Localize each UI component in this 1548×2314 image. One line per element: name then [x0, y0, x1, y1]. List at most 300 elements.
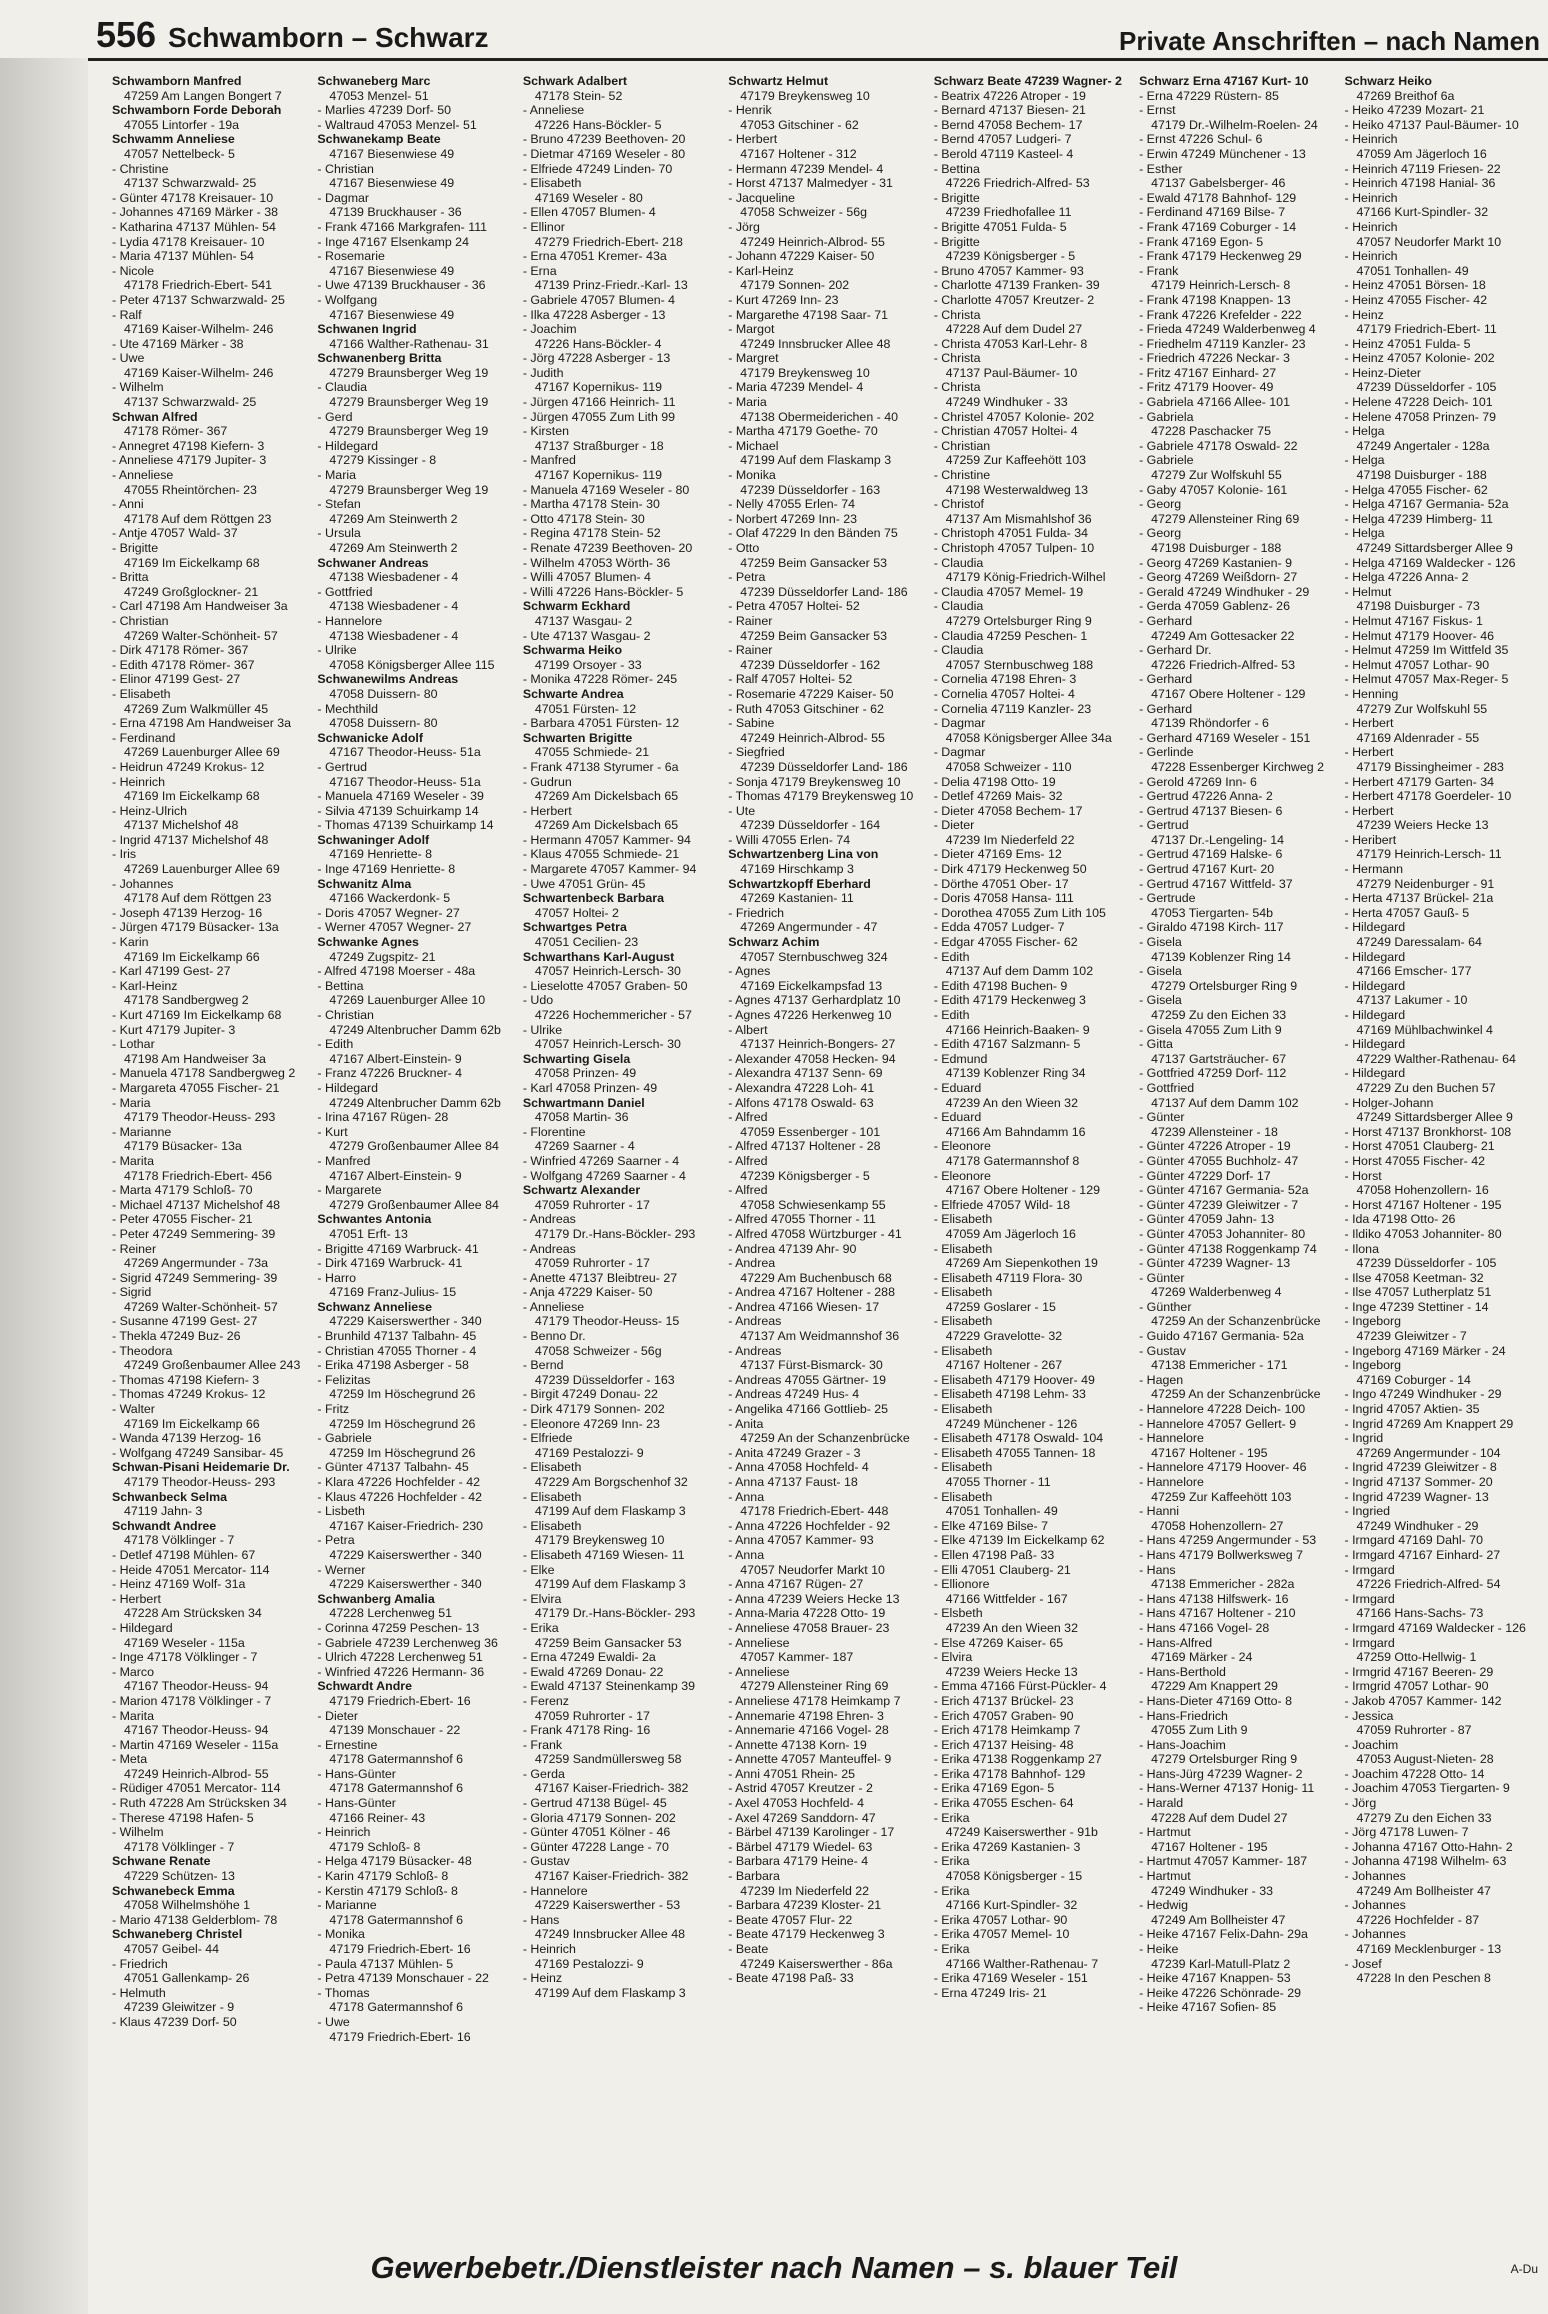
- directory-entry: - Wolfgang 47269 Saarner - 4: [522, 1168, 686, 1183]
- directory-entry: 47058 Hohenzollern- 27: [1151, 1518, 1284, 1533]
- directory-entry: - Heribert: [1344, 832, 1397, 847]
- directory-entry: - Dorothea 47055 Zum Lith 105: [933, 905, 1106, 920]
- directory-entry: - Alfred 47055 Thorner - 11: [728, 1212, 876, 1227]
- directory-entry: 47179 Theodor-Heuss- 15: [534, 1314, 680, 1329]
- directory-entry: - Reiner: [112, 1241, 157, 1256]
- directory-entry: 47169 Im Eickelkamp 68: [124, 789, 260, 804]
- directory-entry: - Henning: [1344, 686, 1399, 701]
- directory-entry: - Margret: [728, 351, 779, 366]
- directory-entry: - Hildegard: [1344, 1037, 1406, 1052]
- directory-entry: 47057 Sternbuschweg 188: [945, 657, 1094, 672]
- directory-entry: 47058 Wilhelmshöhe 1: [124, 1898, 251, 1913]
- surname-entry: Schwarm Eckhard: [522, 599, 631, 614]
- directory-entry: - Heinrich: [112, 774, 166, 789]
- directory-entry: - Benno Dr.: [522, 1329, 586, 1344]
- directory-entry: - Dieter: [933, 818, 975, 833]
- directory-entry: - Giraldo 47198 Kirch- 117: [1139, 920, 1284, 935]
- directory-entry: - Bernd: [522, 1358, 564, 1373]
- directory-entry: 47166 Heinrich-Baaken- 9: [945, 1022, 1090, 1037]
- directory-entry: - Marco: [112, 1664, 154, 1679]
- directory-entry: 47279 Braunsberger Weg 19: [329, 424, 489, 439]
- directory-entry: - Herbert: [1344, 716, 1394, 731]
- directory-entry: - Kurt: [317, 1124, 348, 1139]
- directory-entry: - Gerhard: [1139, 613, 1193, 628]
- directory-entry: - Helmut 47259 Im Wittfeld 35: [1344, 643, 1509, 658]
- directory-entry: - Hans-Alfred: [1139, 1635, 1213, 1650]
- directory-entry: - Margareta 47055 Fischer- 21: [112, 1080, 280, 1095]
- directory-entry: - Anja 47229 Kaiser- 50: [522, 1285, 653, 1300]
- surname-entry: Schwarten Brigitte: [522, 730, 633, 745]
- directory-entry: 47137 Schwarzwald- 25: [124, 176, 257, 191]
- directory-entry: - Dagmar: [933, 716, 986, 731]
- directory-entry: 47169 Eickelkampsfad 13: [740, 978, 883, 993]
- directory-entry: - Rüdiger 47051 Mercator- 114: [112, 1781, 281, 1796]
- directory-entry: - Thekla 47249 Buz- 26: [112, 1329, 241, 1344]
- directory-entry: 47229 Kaiserswerther - 340: [329, 1547, 482, 1562]
- directory-entry: - Gertrud: [317, 759, 367, 774]
- directory-entry: 47058 Duissern- 80: [329, 686, 438, 701]
- directory-entry: - Frank 47226 Krefelder - 222: [1139, 307, 1302, 322]
- directory-entry: - Gerd: [317, 409, 353, 424]
- directory-entry: - Brigitte 47169 Warbruck- 41: [317, 1241, 479, 1256]
- directory-entry: 47229 Schützen- 13: [124, 1869, 235, 1884]
- directory-entry: - Gerhard 47169 Weseler - 151: [1139, 730, 1311, 745]
- directory-entry: 47269 Am Dickelsbach 65: [534, 789, 679, 804]
- directory-entry: - Paula 47137 Mühlen- 5: [317, 1956, 454, 1971]
- directory-entry: 47169 Im Eickelkamp 66: [124, 949, 260, 964]
- directory-entry: - Ernst: [1139, 103, 1176, 118]
- directory-entry: 47229 Kaiserswerther - 340: [329, 1577, 482, 1592]
- directory-entry: - Gabriele: [1139, 453, 1194, 468]
- directory-entry: - Hildegard: [1344, 949, 1406, 964]
- directory-entry: - Hanni: [1139, 1504, 1180, 1519]
- directory-entry: 47178 Gatermannshof 8: [945, 1153, 1080, 1168]
- directory-entry: 47279 Neidenburger - 91: [1356, 876, 1495, 891]
- directory-entry: - Claudia: [933, 555, 984, 570]
- directory-entry: - Horst 47137 Bronkhorst- 108: [1344, 1124, 1512, 1139]
- directory-entry: - Ingrid 47057 Aktien- 35: [1344, 1402, 1480, 1417]
- directory-entry: 47269 Breithof 6a: [1356, 88, 1455, 103]
- directory-entry: - Lisbeth: [317, 1504, 365, 1519]
- directory-entry: 47259 An der Schanzenbrücke: [740, 1431, 910, 1446]
- directory-entry: 47279 Zur Wolfskuhl 55: [1151, 468, 1282, 483]
- directory-entry: - Hannelore: [522, 1883, 588, 1898]
- directory-entry: - Marianne: [112, 1124, 172, 1139]
- directory-entry: - Else 47269 Kaiser- 65: [933, 1635, 1064, 1650]
- directory-entry: - Günter 47239 Gleiwitzer - 7: [1139, 1197, 1299, 1212]
- directory-entry: - Silvia 47139 Schuirkamp 14: [317, 803, 479, 818]
- directory-entry: - Heinz 47051 Fulda- 5: [1344, 336, 1471, 351]
- name-range: Schwamborn – Schwarz: [168, 22, 489, 53]
- directory-entry: - Eleonore: [933, 1139, 991, 1154]
- directory-entry: - Ellionore: [933, 1577, 990, 1592]
- directory-entry: - Ruth 47053 Gitschiner - 62: [728, 701, 884, 716]
- directory-entry: - Therese 47198 Hafen- 5: [112, 1810, 254, 1825]
- directory-entry: - Ilse 47057 Lutherplatz 51: [1344, 1285, 1492, 1300]
- directory-entry: - Andreas: [728, 1343, 782, 1358]
- directory-entry: 47137 Lakumer - 10: [1356, 993, 1468, 1008]
- directory-entry: 47137 Auf dem Damm 102: [945, 964, 1094, 979]
- directory-entry: - Kerstin 47179 Schloß- 8: [317, 1883, 458, 1898]
- directory-entry: - Anneliese: [522, 103, 585, 118]
- directory-entry: - Ildiko 47053 Johanniter- 80: [1344, 1226, 1502, 1241]
- directory-entry: - Frank: [1139, 263, 1179, 278]
- directory-entry: 47179 Breykensweg 10: [740, 365, 870, 380]
- directory-entry: - Christel 47057 Kolonie- 202: [933, 409, 1095, 424]
- directory-entry: - Wolfgang: [317, 292, 378, 307]
- directory-entry: 47058 Schweizer - 56g: [534, 1343, 662, 1358]
- directory-entry: - Gabriela 47166 Allee- 101: [1139, 395, 1290, 410]
- directory-entry: 47226 Hochfelder - 87: [1356, 1912, 1480, 1927]
- directory-entry: - Gertrud 47137 Biesen- 6: [1139, 803, 1283, 818]
- directory-entry: - Bernd 47058 Bechem- 17: [933, 117, 1083, 132]
- directory-entry: - Cornelia 47119 Kanzler- 23: [933, 701, 1092, 716]
- directory-entry: 47166 Emscher- 177: [1356, 964, 1472, 979]
- directory-entry: 47239 Königsberger - 5: [945, 249, 1076, 264]
- directory-entry: - Annette 47138 Korn- 19: [728, 1737, 867, 1752]
- surname-entry: Schwartges Petra: [522, 920, 627, 935]
- directory-entry: - Heide 47051 Mercator- 114: [112, 1562, 270, 1577]
- surname-entry: Schwartzkopff Eberhard: [728, 876, 871, 891]
- directory-entry: 47239 An den Wieen 32: [945, 1095, 1078, 1110]
- directory-entry: - Berold 47119 Kasteel- 4: [933, 146, 1074, 161]
- directory-entry: - Hans-Berthold: [1139, 1664, 1226, 1679]
- directory-entry: - Thomas 47179 Breykensweg 10: [728, 789, 914, 804]
- directory-entry: 47169 Franz-Julius- 15: [329, 1285, 457, 1300]
- directory-entry: - Doris 47057 Wegner- 27: [317, 905, 460, 920]
- directory-entry: - Meta: [112, 1752, 148, 1767]
- directory-entry: 47167 Obere Holtener - 129: [945, 1183, 1100, 1198]
- surname-entry: Schwanz Anneliese: [317, 1299, 432, 1314]
- directory-entry: - Herbert 47178 Goerdeler- 10: [1344, 789, 1512, 804]
- directory-entry: 47178 Friedrich-Ebert- 541: [124, 278, 273, 293]
- directory-entry: - Johanna 47198 Wilhelm- 63: [1344, 1854, 1507, 1869]
- directory-entry: - Gerold 47269 Inn- 6: [1139, 774, 1257, 789]
- directory-entry: - Siegfried: [728, 745, 785, 760]
- directory-entry: 47169 Coburger - 14: [1356, 1372, 1471, 1387]
- directory-entry: 47057 Sternbuschweg 324: [740, 949, 888, 964]
- directory-entry: - Margarete 47057 Kammer- 94: [522, 862, 697, 877]
- directory-entry: - Karin 47179 Schloß- 8: [317, 1869, 449, 1884]
- directory-entry: - Dirk 47178 Römer- 367: [112, 643, 249, 658]
- directory-entry: - Gustav: [1139, 1343, 1186, 1358]
- directory-entry: - Anita: [728, 1416, 764, 1431]
- directory-entry: - Irmgrid 47057 Lothar- 90: [1344, 1679, 1489, 1694]
- surname-entry: Schwartmann Daniel: [522, 1095, 645, 1110]
- directory-entry: - Dieter 47058 Bechem- 17: [933, 803, 1083, 818]
- directory-entry: - Hans-Friedrich: [1139, 1708, 1228, 1723]
- directory-entry: - Christine: [933, 468, 991, 483]
- directory-entry: - Irmgard: [1344, 1591, 1395, 1606]
- directory-entry: 47279 Kissinger - 8: [329, 453, 437, 468]
- directory-entry: - Sigrid 47249 Semmering- 39: [112, 1270, 278, 1285]
- directory-entry: - Edmund: [933, 1051, 988, 1066]
- directory-entry: - Alfred: [728, 1183, 768, 1198]
- directory-entry: - Helmuth: [112, 1985, 166, 2000]
- directory-entry: - Erika: [933, 1942, 970, 1956]
- directory-entry: 47269 Angermunder - 73a: [124, 1256, 268, 1271]
- thumb-index-strip: [0, 58, 88, 2314]
- directory-column: [934, 74, 1129, 2240]
- directory-entry: - Bernd 47057 Ludgeri- 7: [933, 132, 1072, 147]
- directory-entry: 47167 Holtener - 195: [1151, 1839, 1268, 1854]
- directory-entry: 47198 Duisburger - 188: [1151, 541, 1282, 555]
- directory-entry: 47239 Weiers Hecke 13: [945, 1664, 1078, 1679]
- directory-entry: 47259 An der Schanzenbrücke: [1151, 1314, 1321, 1329]
- directory-entry: - Thomas 47198 Kiefern- 3: [112, 1372, 260, 1387]
- directory-entry: - Charlotte 47057 Kreutzer- 2: [933, 292, 1095, 307]
- directory-entry: - Maria 47239 Mendel- 4: [728, 380, 864, 395]
- surname-entry: Schwanen Ingrid: [317, 322, 417, 337]
- directory-entry: 47166 Kurt-Spindler- 32: [945, 1898, 1078, 1913]
- directory-entry: 47055 Zum Lith 9: [1151, 1723, 1248, 1738]
- directory-entry: - Anna: [728, 1489, 765, 1504]
- directory-entry: - Frieda 47249 Walderbenweg 4: [1139, 322, 1316, 337]
- directory-entry: 47138 Obermeiderichen - 40: [740, 409, 898, 424]
- directory-entry: - Joachim 47053 Tiergarten- 9: [1344, 1781, 1510, 1796]
- directory-entry: - Edith: [317, 1037, 354, 1052]
- directory-entry: - Ingo 47249 Windhuker - 29: [1344, 1387, 1502, 1402]
- directory-entry: - Edgar 47055 Fischer- 62: [933, 935, 1078, 950]
- directory-entry: 47179 Breykensweg 10: [534, 1533, 665, 1548]
- directory-entry: - Hannelore: [1139, 1475, 1204, 1489]
- directory-columns: [112, 74, 1540, 2240]
- directory-entry: 47059 Am Jägerloch 16: [945, 1226, 1076, 1241]
- directory-entry: - Andreas: [522, 1212, 576, 1227]
- directory-entry: - Elke 47139 Im Eickelkamp 62: [933, 1533, 1105, 1548]
- directory-entry: 47226 Friedrich-Alfred- 54: [1356, 1577, 1501, 1592]
- directory-entry: 47178 Stein- 52: [534, 88, 623, 103]
- directory-entry: - Heinz 47055 Fischer- 42: [1344, 292, 1488, 307]
- directory-entry: - Ewald 47137 Steinenkamp 39: [522, 1679, 696, 1694]
- directory-entry: - Gottfried: [1139, 1080, 1195, 1095]
- directory-entry: 47057 Nettelbeck- 5: [124, 146, 235, 161]
- directory-entry: - Ulrich 47228 Lerchenweg 51: [317, 1650, 483, 1665]
- directory-entry: - Annemarie 47166 Vogel- 28: [728, 1723, 889, 1738]
- directory-entry: - Elisabeth: [933, 1402, 993, 1417]
- directory-entry: - Hildegard: [317, 438, 379, 453]
- directory-entry: - Petra 47057 Holtei- 52: [728, 599, 860, 614]
- directory-entry: - Gertrud 47226 Anna- 2: [1139, 789, 1273, 804]
- directory-entry: 47179 Friedrich-Ebert- 16: [329, 1693, 471, 1708]
- directory-entry: - Hans: [522, 1912, 560, 1927]
- directory-entry: 47166 Wackerdonk- 5: [329, 891, 451, 906]
- directory-entry: - Wilhelm: [112, 1825, 164, 1840]
- directory-entry: - Felizitas: [317, 1372, 371, 1387]
- directory-entry: - Axel 47269 Sanddorn- 47: [728, 1810, 876, 1825]
- directory-entry: - Elisabeth: [933, 1212, 993, 1227]
- directory-entry: 47239 Im Niederfeld 22: [740, 1883, 870, 1898]
- directory-entry: - Gabriele: [317, 1431, 372, 1446]
- directory-entry: - Christa: [933, 380, 981, 395]
- directory-entry: 47053 Gitschiner - 62: [740, 117, 859, 132]
- directory-entry: 47179 Heinrich-Lersch- 11: [1356, 847, 1502, 862]
- directory-entry: - Dieter: [317, 1708, 359, 1723]
- directory-entry: 47249 Münchener - 126: [945, 1416, 1078, 1431]
- directory-entry: 47228 Essenberger Kirchweg 2: [1151, 759, 1324, 774]
- directory-entry: - Hans 47259 Angermunder - 53: [1139, 1533, 1317, 1548]
- surname-entry: Schwartz Helmut: [728, 74, 829, 88]
- directory-entry: 47138 Wiesbadener - 4: [329, 628, 459, 643]
- section-title: Private Anschriften – nach Namen: [1119, 26, 1540, 56]
- directory-entry: - Henrik: [728, 103, 772, 118]
- directory-entry: - Eduard: [933, 1080, 982, 1095]
- directory-entry: 47239 Im Niederfeld 22: [945, 832, 1075, 847]
- directory-entry: 47167 Kopernikus- 119: [534, 468, 663, 483]
- directory-entry: - Irmgard 47169 Waldecker - 126: [1344, 1620, 1526, 1635]
- directory-entry: - Elisabeth 47169 Wiesen- 11: [522, 1547, 685, 1562]
- directory-entry: 47239 Düsseldorfer - 105: [1356, 380, 1497, 395]
- directory-entry: - Manuela 47169 Weseler - 80: [522, 482, 690, 497]
- directory-entry: 47179 Schloß- 8: [329, 1839, 421, 1854]
- directory-entry: - Jörg: [728, 219, 760, 234]
- directory-entry: 47228 Am Strücksken 34: [124, 1606, 262, 1621]
- directory-entry: - Martha 47178 Stein- 30: [522, 497, 660, 512]
- directory-entry: - Bettina: [317, 978, 364, 993]
- directory-entry: 47057 Neudorfer Markt 10: [1356, 234, 1502, 249]
- directory-entry: 47178 Auf dem Röttgen 23: [124, 511, 272, 526]
- directory-entry: 47179 Friedrich-Ebert- 16: [329, 2029, 471, 2044]
- directory-entry: - Christoph 47051 Fulda- 34: [933, 526, 1088, 541]
- directory-entry: - Jörg: [1344, 1796, 1377, 1811]
- surname-entry: Schwamborn Forde Deborah: [112, 103, 282, 118]
- directory-entry: - Ingeborg: [1344, 1314, 1402, 1329]
- directory-entry: 47167 Kaiser-Friedrich- 230: [329, 1518, 484, 1533]
- directory-entry: - Heinrich 47198 Hanial- 36: [1344, 176, 1496, 191]
- directory-entry: - Hannelore 47057 Gellert- 9: [1139, 1416, 1297, 1431]
- directory-entry: 47279 Großenbaumer Allee 84: [329, 1197, 499, 1212]
- directory-entry: 47249 Kaiserswerther - 86a: [740, 1956, 893, 1971]
- directory-entry: - Thomas 47139 Schuirkamp 14: [317, 818, 494, 833]
- directory-entry: - Anneliese 47178 Heimkamp 7: [728, 1693, 901, 1708]
- directory-entry: - Erna 47249 Ewaldi- 2a: [522, 1650, 656, 1665]
- surname-entry: Schwardt Andre: [317, 1679, 412, 1694]
- directory-entry: - Gudrun: [522, 774, 572, 789]
- directory-entry: 47279 Ortelsburger Ring 9: [1151, 1752, 1298, 1767]
- directory-entry: - Winfried 47226 Hermann- 36: [317, 1664, 485, 1679]
- directory-entry: - Irmgard 47167 Einhard- 27: [1344, 1547, 1501, 1562]
- directory-entry: - Elisabeth: [933, 1314, 993, 1329]
- directory-entry: - Rosemarie 47229 Kaiser- 50: [728, 686, 894, 701]
- directory-entry: - Peter 47249 Semmering- 39: [112, 1226, 276, 1241]
- directory-entry: 47249 Am Bollheister 47: [1356, 1883, 1491, 1898]
- directory-entry: - Gaby 47057 Kolonie- 161: [1139, 482, 1288, 497]
- directory-entry: - Karl 47058 Prinzen- 49: [522, 1080, 658, 1095]
- directory-entry: 47179 Büsacker- 13a: [124, 1139, 242, 1154]
- directory-entry: 47249 Heinrich-Albrod- 55: [740, 730, 885, 745]
- directory-entry: 47269 Lauenburger Allee 69: [124, 745, 280, 760]
- directory-entry: 47137 Am Mismahlshof 36: [945, 511, 1092, 526]
- directory-entry: - Birgit 47249 Donau- 22: [522, 1387, 658, 1402]
- directory-entry: 47138 Emmericher - 282a: [1151, 1577, 1295, 1592]
- directory-entry: - Frank 47138 Styrumer - 6a: [522, 759, 679, 774]
- directory-entry: - Irmgard 47169 Dahl- 70: [1344, 1533, 1483, 1548]
- directory-entry: - Hans-Werner 47137 Honig- 11: [1139, 1781, 1315, 1796]
- directory-entry: 47179 Bissingheimer - 283: [1356, 759, 1504, 774]
- directory-entry: 47199 Auf dem Flaskamp 3: [534, 1577, 686, 1592]
- directory-entry: 47198 Duisburger - 188: [1356, 468, 1487, 483]
- directory-entry: 47259 Im Höschegrund 26: [329, 1416, 476, 1431]
- directory-entry: 47249 Heinrich-Albrod- 55: [740, 234, 885, 249]
- directory-entry: - Erna 47229 Rüstern- 85: [1139, 88, 1279, 103]
- directory-entry: 47228 In den Peschen 8: [1356, 1971, 1491, 1986]
- directory-column: [1345, 74, 1540, 2240]
- directory-entry: 47239 Friedhofallee 11: [945, 205, 1072, 220]
- directory-entry: - Helga: [1344, 453, 1385, 468]
- directory-entry: - Willi 47057 Blumen- 4: [522, 570, 651, 585]
- directory-entry: 47229 Kaiserswerther - 53: [534, 1898, 681, 1913]
- directory-entry: - Joachim: [1344, 1737, 1399, 1752]
- directory-entry: - Doris 47058 Hansa- 111: [933, 891, 1074, 906]
- directory-entry: - Elisabeth 47198 Lehm- 33: [933, 1387, 1086, 1402]
- directory-entry: 47249 Sittardsberger Allee 9: [1356, 541, 1513, 555]
- directory-entry: - Heiko 47137 Paul-Bäumer- 10: [1344, 117, 1519, 132]
- directory-entry: - Heike 47167 Felix-Dahn- 29a: [1139, 1927, 1308, 1942]
- directory-entry: 47269 Lauenburger Allee 69: [124, 862, 280, 877]
- directory-entry: - Johann 47229 Kaiser- 50: [728, 249, 875, 264]
- directory-entry: - Anna 47137 Faust- 18: [728, 1475, 858, 1489]
- directory-entry: 47249 Heinrich-Albrod- 55: [124, 1766, 269, 1781]
- directory-entry: 47269 Lauenburger Allee 10: [329, 993, 486, 1008]
- directory-entry: 47053 August-Nieten- 28: [1356, 1752, 1494, 1767]
- directory-entry: 47166 Hans-Sachs- 73: [1356, 1606, 1484, 1621]
- directory-entry: - Gertrud 47167 Kurt- 20: [1139, 862, 1275, 877]
- page-header: [0, 0, 1548, 61]
- directory-entry: - Carl 47198 Am Handweiser 3a: [112, 599, 288, 614]
- directory-entry: - Bernard 47137 Biesen- 21: [933, 103, 1086, 118]
- directory-entry: - Marianne: [317, 1898, 377, 1913]
- directory-entry: - Helga 47239 Himberg- 11: [1344, 511, 1494, 526]
- directory-entry: - Elisabeth: [933, 1460, 993, 1475]
- directory-entry: - Hildegard: [317, 1080, 379, 1095]
- directory-entry: 47249 Am Gottesacker 22: [1151, 628, 1295, 643]
- directory-entry: - Horst: [1344, 1168, 1382, 1183]
- directory-entry: - Dirk 47179 Heckenweg 50: [933, 862, 1087, 877]
- directory-entry: - Willi 47055 Erlen- 74: [728, 832, 851, 847]
- directory-entry: - Helga 47226 Anna- 2: [1344, 570, 1469, 585]
- directory-entry: 47249 Daressalam- 64: [1356, 935, 1482, 950]
- directory-entry: 47058 Schweizer - 56g: [740, 205, 868, 220]
- directory-entry: 47226 Hans-Böckler- 5: [534, 117, 662, 132]
- directory-entry: - Anna 47058 Hochfeld- 4: [728, 1460, 869, 1475]
- surname-entry: Schwarz Beate 47239 Wagner- 2: [933, 74, 1122, 88]
- directory-entry: - Ingrid: [1344, 1431, 1384, 1446]
- directory-entry: - Esther: [1139, 161, 1183, 176]
- directory-entry: - Franz 47226 Bruckner- 4: [317, 1066, 463, 1081]
- directory-entry: - Elisabeth: [933, 1343, 993, 1358]
- directory-entry: 47239 Düsseldorfer - 105: [1356, 1256, 1497, 1271]
- directory-entry: 47169 Im Eickelkamp 66: [124, 1416, 260, 1431]
- directory-entry: - Otto: [728, 541, 760, 555]
- directory-entry: - Ingried: [1344, 1504, 1390, 1519]
- directory-entry: - Gertrud 47169 Halske- 6: [1139, 847, 1283, 862]
- directory-entry: - Ilona: [1344, 1241, 1379, 1256]
- directory-entry: - Erika 47057 Memel- 10: [933, 1927, 1070, 1942]
- directory-entry: - Elsbeth: [933, 1606, 983, 1621]
- directory-entry: - Antje 47057 Wald- 37: [112, 526, 238, 541]
- surname-entry: Schwaninger Adolf: [317, 832, 430, 847]
- directory-entry: 47058 Hohenzollern- 16: [1356, 1183, 1489, 1198]
- directory-entry: 47167 Albert-Einstein- 9: [329, 1051, 462, 1066]
- directory-entry: - Renate 47239 Beethoven- 20: [522, 541, 693, 555]
- directory-entry: 47259 Zur Kaffeehött 103: [1151, 1489, 1292, 1504]
- directory-entry: - Michael: [728, 438, 779, 453]
- directory-entry: - Barbara 47179 Heine- 4: [728, 1854, 869, 1869]
- directory-entry: 47279 Allensteiner Ring 69: [1151, 511, 1300, 526]
- surname-entry: Schwane Renate: [112, 1854, 211, 1869]
- directory-entry: - Karl-Heinz: [112, 978, 178, 993]
- directory-entry: - Stefan: [317, 497, 361, 512]
